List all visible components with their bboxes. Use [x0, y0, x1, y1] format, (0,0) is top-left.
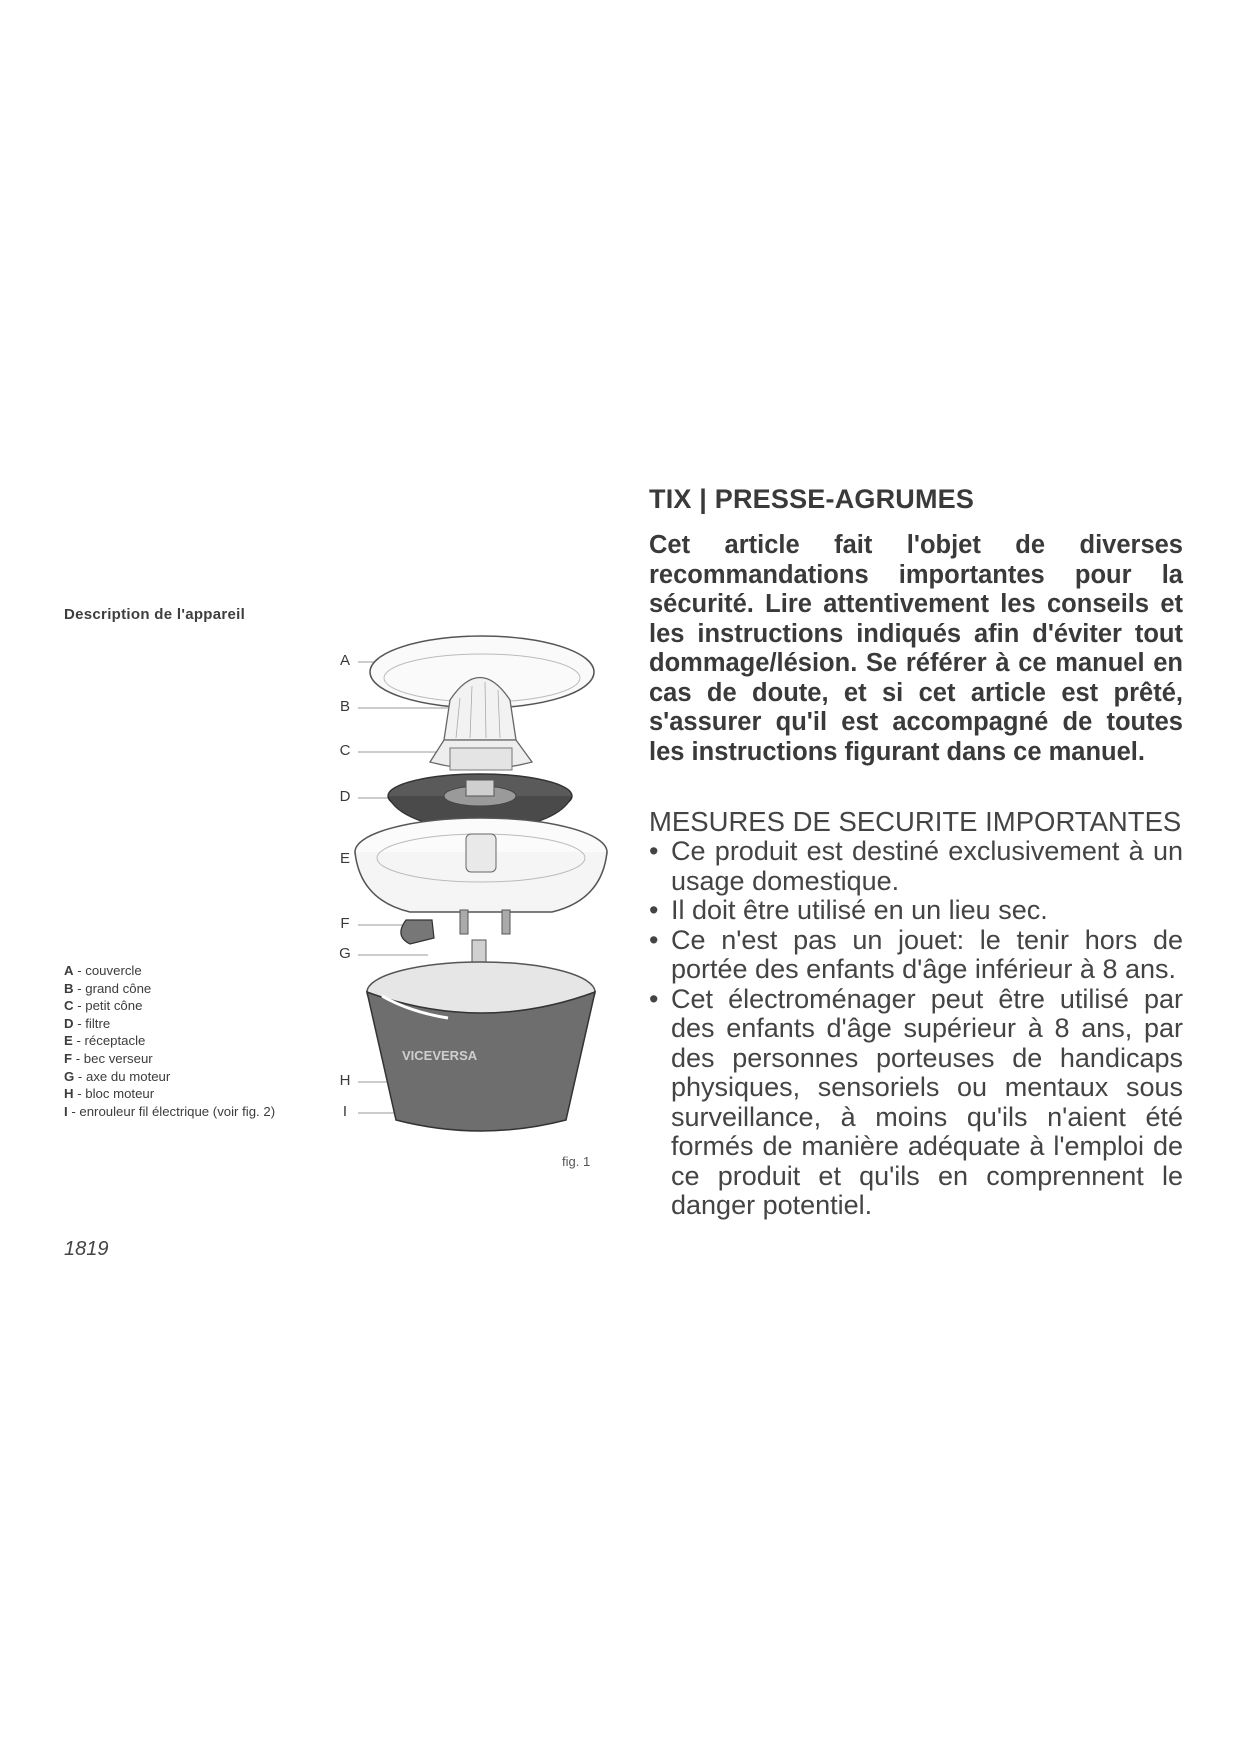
figure-letter-a: A	[339, 652, 350, 669]
page-title: TIX | PRESSE-AGRUMES	[649, 484, 975, 514]
device-description-heading: Description de l'appareil	[64, 606, 246, 623]
brand-logo: VICEVERSA	[402, 1048, 478, 1063]
page-number: 1819	[64, 1238, 109, 1260]
list-item: • Ce produit est destiné exclusivement à un usage domestique.	[649, 836, 1183, 896]
list-item: D - filtre	[64, 1015, 111, 1031]
safety-heading: MESURES DE SECURITE IMPORTANTES	[649, 806, 1182, 837]
figure-letter-i: I	[342, 1103, 348, 1120]
figure-letter-c: C	[339, 742, 351, 759]
figure-letter-e: E	[339, 850, 350, 867]
list-item: A - couvercle	[64, 963, 142, 978]
list-item: I - enrouleur fil électrique (voir fig. 2)	[64, 1103, 276, 1119]
bullet-icon: •	[649, 836, 659, 866]
figure-letter-g: G	[339, 945, 351, 962]
list-item: • Cet électroménager peut être utilisé par des enfants d'âge supérieur à 8 ans, par des personnes porteuses de handicaps physiques, sensoriels ou mentaux sous surveillance, à moins qu'ils n'aient été formés de manière adéquate à l'emploi de ce produit et qu'ils en comprennent le danger potentiel.	[649, 983, 1183, 1220]
bullet-icon: •	[649, 924, 659, 955]
list-item: B - grand cône	[64, 980, 152, 996]
figure-letter-b: B	[339, 698, 350, 715]
list-item: • Ce n'est pas un jouet: le tenir hors de portée des enfants d'âge inférieur à 8 ans.	[649, 924, 1183, 984]
figure-letter-d: D	[339, 788, 351, 805]
figure-caption: fig. 1	[562, 1154, 591, 1169]
bullet-icon: •	[649, 895, 659, 925]
list-item: F - bec verseur	[64, 1050, 153, 1066]
list-item: E - réceptacle	[64, 1033, 146, 1049]
figure-letter-h: H	[339, 1072, 351, 1089]
list-item: • Il doit être utilisé en un lieu sec.	[649, 895, 1048, 925]
safety-rules-list	[649, 837, 1183, 1221]
exploded-view-figure	[320, 620, 620, 1170]
bullet-icon: •	[649, 983, 659, 1014]
list-item: H - bloc moteur	[64, 1086, 155, 1102]
citrus-press-illustration	[320, 620, 620, 1170]
parts-list	[64, 962, 275, 1120]
list-item: C - petit cône	[64, 998, 143, 1014]
figure-letter-f: F	[340, 915, 350, 932]
safety-section	[649, 484, 1183, 1221]
list-item: G - axe du moteur	[64, 1068, 171, 1084]
intro-paragraph: Cet article fait l'objet de diverses recommandations importantes pour la sécurité. Lire attentivement les conseils et les instructions indiqués afin d'éviter tout dommage/lésion. Se référer à ce manuel en cas de doute, et si cet article est prêté, s'assurer qu'il est accompagné de toutes les instructions figurant dans ce manuel.	[649, 531, 1183, 766]
